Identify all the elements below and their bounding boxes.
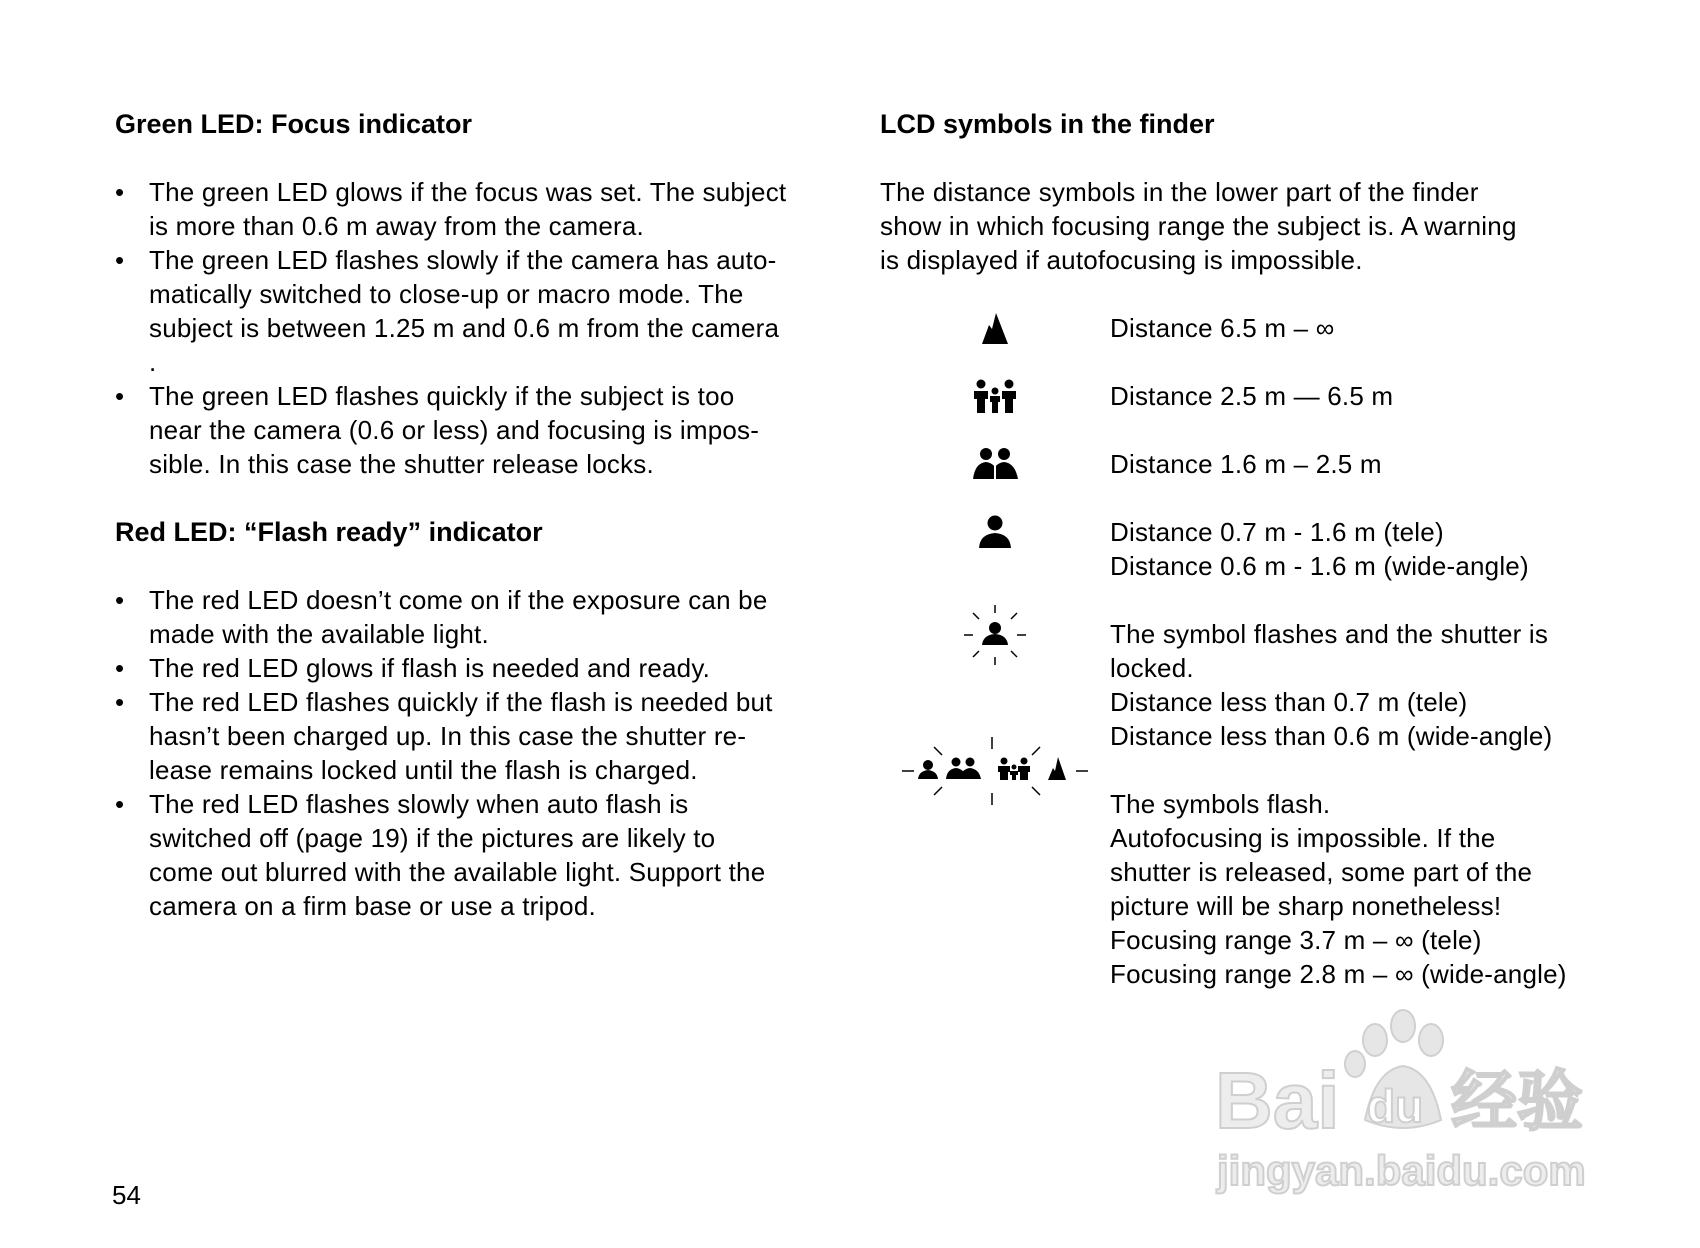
bullet: • [115,687,125,717]
symbol-description: The symbol flashes and the shutter is locked. Distance less than 0.7 m (tele) Distance less than 0.6 m (wide-angle) [1110,619,1553,751]
svg-text:经验: 经验 [1451,1063,1583,1140]
green-led-list [115,175,845,481]
symbol-row-far [880,311,1620,345]
list-item: • The red LED glows if flash is needed and ready. [115,653,711,683]
lcd-symbols-heading: LCD symbols in the finder [880,109,1215,139]
svg-text:Bai: Bai [1215,1056,1340,1145]
list-item: • The red LED doesn’t come on if the exposure can be made with the available light. [115,585,768,649]
symbol-row-flashing-all [880,787,1620,991]
symbol-row-group [880,379,1620,413]
symbol-description: Distance 6.5 m – ∞ [1110,313,1335,343]
green-led-heading: Green LED: Focus indicator [115,109,473,139]
bullet: • [115,653,125,683]
list-item: • The green LED glows if the focus was set. The subject is more than 0.6 m away from the camera. [115,177,787,241]
left-column [115,107,845,923]
list-item: • The green LED flashes slowly if the camera has auto- matically switched to close-up or macro mode. The subject is between 1.25 m and 0.6 m from the camera . [115,245,780,377]
symbol-description: The symbols flash. Autofocusing is impossible. If the shutter is released, some part of the picture will be sharp nonetheless! Focusing range 3.7 m – ∞ (tele) Focusing range 2.8 m – ∞ (wide-angle) [1110,789,1567,989]
person-icon [880,498,1110,566]
svg-text:du: du [1367,1080,1424,1132]
mountain-icon [880,294,1110,362]
bullet: • [115,789,125,819]
flashing-all-symbols-icon [880,737,1110,805]
two-people-icon [880,430,1110,498]
symbol-row-two-people [880,447,1620,481]
svg-text:jingyan.baidu.com: jingyan.baidu.com [1217,1147,1586,1194]
baidu-watermark [1215,1000,1635,1200]
red-led-list [115,583,845,923]
bullet: • [115,177,125,207]
group-icon [880,362,1110,430]
symbol-description: Distance 2.5 m — 6.5 m [1110,381,1394,411]
page-number: 54 [112,1180,141,1210]
list-item: • The green LED flashes quickly if the subject is too near the camera (0.6 or less) and focusing is impos- sible. In this case the shutter release locks. [115,381,760,479]
list-item: • The red LED flashes slowly when auto flash is switched off (page 19) if the pictures are likely to come out blurred with the available light. Support the camera on a firm base or use a tripod. [115,789,766,921]
bullet: • [115,245,125,275]
intro-paragraph: The distance symbols in the lower part of the finder show in which focusing range the subject is. A warning is displayed if autofocusing is impossible. [880,177,1517,275]
list-item: • The red LED flashes quickly if the flash is needed but hasn’t been charged up. In this case the shutter re- lease remains locked until the flash is charged. [115,687,773,785]
right-column [880,107,1620,991]
red-led-heading: Red LED: “Flash ready” indicator [115,517,543,547]
symbol-row-person [880,515,1620,583]
symbol-description: Distance 1.6 m – 2.5 m [1110,449,1382,479]
bullet: • [115,381,125,411]
symbol-description: Distance 0.7 m - 1.6 m (tele) Distance 0.6 m - 1.6 m (wide-angle) [1110,517,1529,581]
flashing-person-icon [880,601,1110,669]
bullet: • [115,585,125,615]
